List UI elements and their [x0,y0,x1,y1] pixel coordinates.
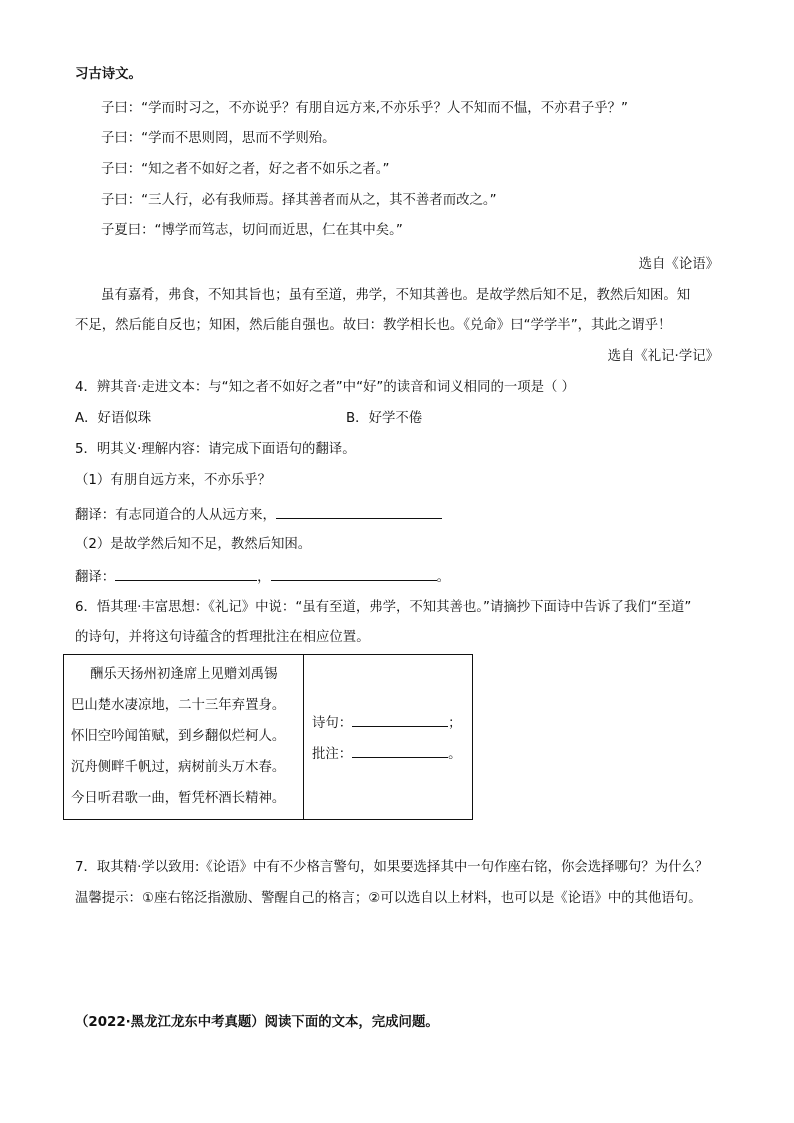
q5-translation-2-blank-2[interactable] [271,566,437,581]
lunyu-source: 选自《论语》 [638,257,719,272]
note-answer-line [312,743,462,765]
q4-option-a: A．好语似珠 [75,411,152,426]
q5-translation-1-blank[interactable] [276,504,442,519]
q5-translation-2 [75,566,450,588]
q5-stem: 5．明其义·理解内容：请完成下面语句的翻译。 [75,442,356,457]
q4-stem: 4．辨其音·走进文本：与“知之者不如好之者”中“好”的读音和词义相同的一项是（ ） [75,380,576,395]
xueji-line-2: 不足，然后能自反也；知困，然后能自强也。故曰：教学相长也。《兑命》曰“学学半”，其此之谓乎！ [75,318,672,333]
poem-answer-blank[interactable] [352,712,448,727]
q6-stem-line-2: 的诗句，并将这句诗蕴含的哲理批注在相应位置。 [75,630,370,645]
poem-table [63,654,473,820]
q6-stem-line-1: 6．悟其理·丰富思想：《礼记》中说：“虽有至道，弗学，不知其善也。”请摘抄下面诗中告诉了我们“至道” [75,600,692,615]
note-answer-label: 批注： [312,747,353,762]
q5-item-1: （1）有朋自远方来，不亦乐乎？ [75,473,271,488]
poem-table-divider [303,655,304,819]
poem-line-2: 怀旧空吟闻笛赋，到乡翻似烂柯人。 [71,729,286,744]
q4-option-b: B．好学不倦 [346,411,423,426]
section-title: 习古诗文。 [75,67,142,82]
lunyu-line-3: 子曰：“知之者不如好之者，好之者不如乐之者。” [101,162,390,177]
q7-tip: 温馨提示：①座右铭泛指激励、警醒自己的格言；②可以选自以上材料，也可以是《论语》中的其他语句。 [75,891,702,906]
poem-title: 酬乐天扬州初逢席上见赠刘禹锡 [90,667,278,682]
lunyu-line-1: 子曰：“学而时习之，不亦说乎？有朋自远方来,不亦乐乎？人不知而不愠，不亦君子乎？” [101,101,628,116]
xueji-source: 选自《礼记·学记》 [607,349,719,364]
q5-translation-2-end: 。 [436,570,450,585]
note-answer-end: 。 [448,747,462,762]
next-section-heading: （2022·黑龙江龙东中考真题）阅读下面的文本，完成问题。 [75,1015,439,1030]
lunyu-line-2: 子曰：“学而不思则罔，思而不学则殆。 [101,131,336,146]
q5-translation-2-mid: ， [257,570,271,585]
q5-translation-2-blank-1[interactable] [115,566,257,581]
q7-stem: 7．取其精·学以致用:《论语》中有不少格言警句，如果要选择其中一句作座右铭，你会选择哪句？为什么？ [75,860,709,875]
q5-translation-2-prefix: 翻译： [75,570,116,585]
q5-item-2: （2）是故学然后知不足，教然后知困。 [75,537,312,552]
poem-answer-line [312,712,462,734]
poem-answer-end: ； [448,716,462,731]
note-answer-blank[interactable] [352,743,448,758]
q5-translation-1-prefix: 翻译：有志同道合的人从远方来， [75,508,276,523]
lunyu-line-4: 子曰：“三人行，必有我师焉。择其善者而从之，其不善者而改之。” [101,193,497,208]
poem-line-1: 巴山楚水凄凉地，二十三年弃置身。 [71,698,286,713]
poem-line-4: 今日听君歌一曲，暂凭杯酒长精神。 [71,791,286,806]
q5-translation-1 [75,504,442,526]
xueji-line-1: 虽有嘉肴，弗食，不知其旨也；虽有至道，弗学，不知其善也。是故学然后知不足，教然后知困。知 [101,288,691,303]
poem-line-3: 沉舟侧畔千帆过，病树前头万木春。 [71,760,286,775]
poem-answer-label: 诗句： [312,716,353,731]
lunyu-line-5: 子夏曰：“博学而笃志，切问而近思，仁在其中矣。” [101,223,403,238]
